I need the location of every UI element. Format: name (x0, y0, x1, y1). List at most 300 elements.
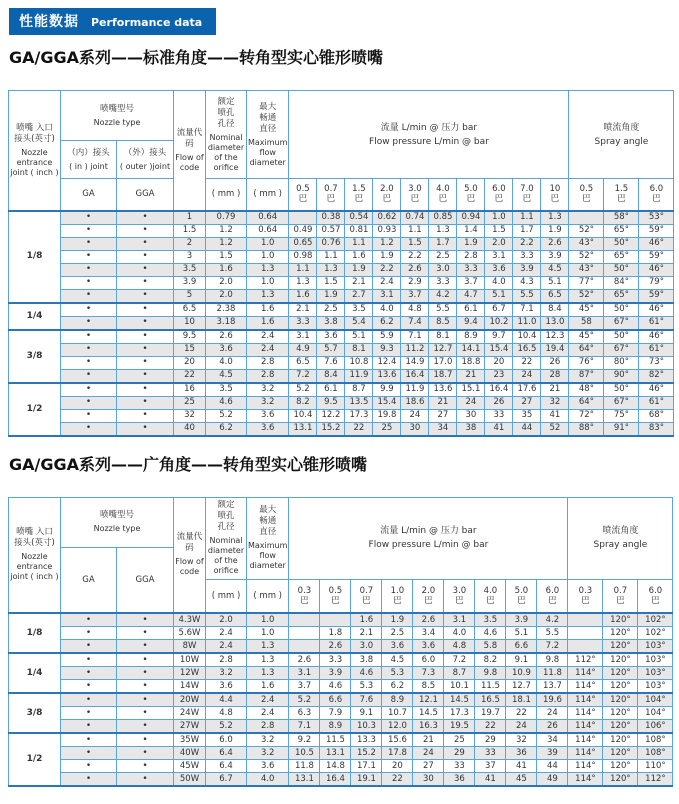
spray-angle-cell (568, 640, 603, 654)
spray-angle-cell: 120° (603, 627, 638, 640)
flow-value-cell: 11.9 (401, 383, 429, 397)
table-row (9, 693, 673, 707)
flow-value-cell: 22 (345, 422, 373, 436)
flow-value-cell: 20 (485, 356, 513, 369)
pressure-header (537, 579, 568, 613)
flow-code-cell: 45W (174, 760, 206, 773)
flow-value-cell: 2.5 (382, 627, 413, 640)
flow-value-cell: 30 (457, 409, 485, 422)
label-en: Nominal diameter of the orifice (207, 132, 245, 172)
table-row (9, 356, 674, 369)
gga-available-bullet: • (117, 237, 174, 250)
max-flow-diameter-cell: 1.0 (247, 613, 289, 627)
pressure-unit: 巴 (455, 595, 464, 606)
pressure-unit: 巴 (652, 194, 661, 205)
flow-value-cell: 8.2 (475, 653, 506, 667)
table-row (9, 680, 673, 694)
gga-available-bullet: • (117, 316, 174, 330)
spray-angle-cell: 84° (604, 276, 639, 289)
flow-value-cell: 34 (537, 733, 568, 747)
label-zh: 额定 (217, 96, 235, 107)
max-flow-diameter-cell: 0.64 (247, 224, 289, 237)
performance-data-badge (9, 8, 216, 35)
spray-angle-cell: 50° (604, 237, 639, 250)
flow-value-cell: 35 (513, 409, 541, 422)
flow-code-cell: 20W (174, 693, 206, 707)
standard-angle-table (8, 90, 674, 437)
flow-code-cell: 1 (174, 211, 206, 225)
label-en: Nozzle entrance joint ( inch ) (10, 147, 59, 177)
flow-value-cell: 1.9 (345, 263, 373, 276)
flow-value-cell: 5.1 (485, 289, 513, 303)
table-row (9, 211, 674, 225)
flow-value-cell: 4.0 (373, 303, 401, 317)
label-zh: （内）接头 (67, 147, 110, 158)
gga-available-bullet: • (117, 409, 174, 422)
spray-angle-cell: 46° (639, 383, 674, 397)
max-flow-diameter-cell: 3.2 (247, 396, 289, 409)
flow-value-cell: 6.0 (413, 653, 444, 667)
flow-value-cell: 13.3 (351, 733, 382, 747)
flow-value-cell: 3.6 (382, 640, 413, 654)
flow-value-cell: 1.4 (457, 224, 485, 237)
pressure-unit: 巴 (410, 194, 420, 205)
flow-value-cell: 9.8 (475, 667, 506, 680)
flow-value-cell: 3.1 (485, 250, 513, 263)
spray-angle-cell: 114° (568, 680, 603, 694)
table-row (9, 720, 673, 734)
label-zh: 流量 L/min @ 压力 bar (380, 122, 478, 133)
badge-title-en: Performance data (91, 16, 203, 29)
table-row (9, 627, 673, 640)
flow-value-cell: 33 (475, 747, 506, 760)
pressure-value: 4.0 (483, 585, 498, 596)
flow-value-cell: 3.6 (413, 640, 444, 654)
spray-angle-cell: 68° (639, 409, 674, 422)
nominal-diameter-cell: 4.8 (206, 707, 247, 720)
label-zh: 最大 (259, 505, 277, 515)
max-flow-diameter-cell: 2.4 (247, 693, 289, 707)
flow-value-cell: 3.7 (457, 276, 485, 289)
flow-value-cell: 1.5 (401, 237, 429, 250)
spray-angle-cell: 90° (604, 369, 639, 383)
flow-value-cell: 3.3 (429, 276, 457, 289)
gga-available-bullet: • (117, 250, 174, 263)
col-header-entrance-joint (9, 497, 61, 613)
flow-value-cell: 38 (457, 422, 485, 436)
col-header-ga: GA (61, 547, 117, 613)
pressure-value: 10 (549, 184, 561, 195)
flow-value-cell: 1.2 (373, 237, 401, 250)
flow-value-cell: 3.3 (457, 263, 485, 276)
spray-angle-cell (568, 613, 603, 627)
spray-angle-cell: 59° (639, 289, 674, 303)
ga-available-bullet: • (61, 627, 117, 640)
spray-angle-cell: 79° (639, 276, 674, 289)
spray-angle-cell: 61° (639, 316, 674, 330)
flow-value-cell: 1.6 (289, 289, 317, 303)
ga-available-bullet: • (61, 356, 117, 369)
spray-angle-cell: 114° (568, 773, 603, 787)
spray-angle-cell: 120° (603, 760, 638, 773)
flow-value-cell: 7.6 (317, 356, 345, 369)
flow-value-cell: 11.8 (289, 760, 320, 773)
flow-value-cell: 24 (413, 747, 444, 760)
spray-angle-cell: 114° (568, 707, 603, 720)
pressure-unit: 巴 (466, 194, 476, 205)
flow-value-cell: 41 (506, 760, 537, 773)
flow-value-cell: 13.0 (541, 316, 569, 330)
flow-value-cell: 10.2 (485, 316, 513, 330)
pressure-value: 2.0 (421, 585, 436, 596)
ga-available-bullet: • (61, 409, 117, 422)
flow-value-cell: 22 (475, 720, 506, 734)
label-zh: 流量代码 (176, 127, 203, 149)
flow-value-cell: 3.1 (444, 613, 475, 627)
flow-value-cell: 1.1 (513, 211, 541, 225)
flow-code-cell: 8W (174, 640, 206, 654)
flow-code-cell: 27W (174, 720, 206, 734)
pressure-header (317, 179, 345, 211)
flow-value-cell: 2.2 (401, 250, 429, 263)
flow-value-cell: 10.7 (382, 707, 413, 720)
flow-value-cell (320, 613, 351, 627)
spray-angle-cell: 61° (639, 396, 674, 409)
pressure-value: 0.5 (579, 184, 594, 195)
flow-value-cell: 15.2 (351, 747, 382, 760)
spray-angle-cell: 76° (569, 356, 604, 369)
nominal-diameter-cell: 2.0 (206, 289, 247, 303)
pressure-unit: 巴 (326, 194, 336, 205)
flow-value-cell: 34 (429, 422, 457, 436)
spray-angle-cell: 120° (603, 640, 638, 654)
badge-title-zh: 性能数据 (19, 14, 79, 30)
flow-value-cell: 26 (537, 720, 568, 734)
pressure-value: 0.7 (359, 585, 374, 596)
flow-value-cell: 11.9 (345, 369, 373, 383)
col-header-spray-angle (568, 497, 673, 579)
pressure-header (373, 179, 401, 211)
flow-value-cell: 3.3 (289, 316, 317, 330)
flow-value-cell: 1.0 (485, 211, 513, 225)
spray-angle-cell: 58 (569, 316, 604, 330)
pressure-header (320, 579, 351, 613)
flow-value-cell: 14.5 (413, 707, 444, 720)
header-row (9, 497, 673, 547)
max-flow-diameter-cell: 2.8 (247, 369, 289, 383)
flow-value-cell: 44 (537, 760, 568, 773)
ga-available-bullet: • (61, 330, 117, 344)
flow-value-cell: 6.1 (457, 303, 485, 317)
spray-angle-cell: 52° (569, 224, 604, 237)
flow-value-cell: 8.5 (413, 680, 444, 694)
spray-angle-cell: 53° (639, 211, 674, 225)
flow-value-cell: 3.5 (345, 303, 373, 317)
label-en: Nozzle type (93, 524, 141, 533)
ga-available-bullet: • (61, 211, 117, 225)
flow-value-cell: 2.6 (401, 263, 429, 276)
nominal-diameter-cell: 2.8 (206, 653, 247, 667)
spray-angle-cell: 120° (603, 667, 638, 680)
entrance-size-cell: 3/8 (9, 693, 61, 733)
max-flow-diameter-cell: 3.6 (247, 760, 289, 773)
pressure-unit: 巴 (494, 194, 504, 205)
spray-angle-cell: 114° (568, 693, 603, 707)
pressure-unit: 巴 (522, 194, 532, 205)
spray-angle-cell: 120° (603, 613, 638, 627)
max-flow-diameter-cell: 1.3 (247, 263, 289, 276)
pressure-value: 0.5 (328, 585, 343, 596)
ga-available-bullet: • (61, 224, 117, 237)
flow-code-cell: 10W (174, 653, 206, 667)
max-flow-diameter-cell: 3.2 (247, 733, 289, 747)
col-header-mm: ( mm ) (247, 579, 289, 613)
table-row (9, 396, 674, 409)
pressure-value: 2.0 (380, 184, 394, 195)
spray-angle-cell: 103° (638, 680, 673, 694)
nominal-diameter-cell: 6.4 (206, 747, 247, 760)
entrance-size-cell: 1/8 (9, 211, 61, 303)
max-flow-diameter-cell: 1.3 (247, 289, 289, 303)
pressure-value: 0.7 (613, 585, 628, 596)
flow-value-cell: 2.6 (413, 613, 444, 627)
spray-angle-cell: 73° (639, 356, 674, 369)
flow-value-cell: 10.4 (513, 330, 541, 344)
flow-code-cell: 20 (174, 356, 206, 369)
flow-value-cell: 49 (537, 773, 568, 787)
table-row (9, 330, 674, 344)
flow-value-cell: 3.1 (289, 330, 317, 344)
spray-angle-cell: 64° (569, 343, 604, 356)
flow-value-cell: 3.9 (506, 613, 537, 627)
flow-value-cell: 15.4 (485, 343, 513, 356)
flow-value-cell: 0.49 (289, 224, 317, 237)
flow-value-cell: 10.1 (444, 680, 475, 694)
table-row (9, 653, 673, 667)
flow-value-cell: 19.4 (541, 343, 569, 356)
flow-value-cell: 2.6 (289, 653, 320, 667)
flow-value-cell: 2.1 (289, 303, 317, 317)
flow-value-cell: 2.8 (457, 250, 485, 263)
flow-value-cell: 9.4 (457, 316, 485, 330)
flow-value-cell: 9.8 (537, 653, 568, 667)
flow-value-cell: 7.6 (351, 693, 382, 707)
spray-angle-cell: 46° (639, 330, 674, 344)
flow-value-cell: 13.6 (373, 369, 401, 383)
flow-value-cell: 1.9 (457, 237, 485, 250)
max-flow-diameter-cell: 3.2 (247, 747, 289, 760)
flow-value-cell: 3.3 (320, 653, 351, 667)
gga-available-bullet: • (117, 733, 174, 747)
spray-angle-cell: 114° (568, 760, 603, 773)
flow-value-cell: 41 (541, 409, 569, 422)
flow-value-cell: 17.1 (351, 760, 382, 773)
flow-value-cell: 8.9 (320, 720, 351, 734)
flow-value-cell: 14.5 (444, 693, 475, 707)
label-zh: 喷嘴型号 (99, 510, 134, 520)
flow-value-cell: 39 (537, 747, 568, 760)
col-header-nominal-diameter (206, 497, 247, 579)
spray-pressure-header (568, 579, 603, 613)
spray-angle-cell: 120° (603, 707, 638, 720)
flow-value-cell: 19.8 (373, 409, 401, 422)
max-flow-diameter-cell: 1.6 (247, 316, 289, 330)
flow-value-cell: 19.7 (475, 707, 506, 720)
flow-value-cell: 9.1 (351, 707, 382, 720)
table-row (9, 303, 674, 317)
table-row (9, 733, 673, 747)
flow-value-cell: 12.1 (413, 693, 444, 707)
table-row (9, 316, 674, 330)
flow-value-cell: 22 (513, 356, 541, 369)
nominal-diameter-cell: 4.5 (206, 369, 247, 383)
pressure-header (485, 179, 513, 211)
flow-value-cell: 3.4 (413, 627, 444, 640)
spray-angle-cell: 103° (638, 653, 673, 667)
entrance-size-cell: 3/8 (9, 330, 61, 383)
nominal-diameter-cell: 2.0 (206, 276, 247, 289)
spray-angle-cell: 103° (638, 667, 673, 680)
label-zh: 接头(英寸) (14, 538, 55, 549)
flow-value-cell: 11.5 (475, 680, 506, 694)
gga-available-bullet: • (117, 680, 174, 694)
spray-angle-cell: 43° (569, 237, 604, 250)
spray-angle-cell: 52° (569, 250, 604, 263)
flow-value-cell: 30 (401, 422, 429, 436)
spray-angle-cell: 65° (604, 250, 639, 263)
flow-code-cell: 2 (174, 237, 206, 250)
spray-angle-cell: 67° (604, 343, 639, 356)
flow-value-cell: 0.38 (317, 211, 345, 225)
flow-code-cell: 24W (174, 707, 206, 720)
pressure-unit: 巴 (486, 595, 495, 606)
flow-value-cell: 20 (382, 760, 413, 773)
flow-code-cell: 6.5 (174, 303, 206, 317)
flow-value-cell: 5.9 (373, 330, 401, 344)
flow-value-cell: 12.4 (373, 356, 401, 369)
label-zh: 喷流角度 (603, 122, 640, 133)
pressure-header (413, 579, 444, 613)
wide-angle-table-title: GA/GGA系列——广角度——转角型实心锥形喷嘴 (9, 454, 368, 474)
pressure-header (289, 579, 320, 613)
nominal-diameter-cell: 6.4 (206, 760, 247, 773)
flow-value-cell: 3.7 (401, 289, 429, 303)
label-zh: 喷流角度 (602, 526, 639, 536)
spray-angle-cell: 114° (568, 667, 603, 680)
spray-pressure-header (638, 579, 673, 613)
gga-available-bullet: • (117, 707, 174, 720)
nominal-diameter-cell: 1.6 (206, 263, 247, 276)
spray-angle-cell: 102° (638, 627, 673, 640)
spray-angle-cell: 72° (569, 409, 604, 422)
pressure-unit: 巴 (617, 194, 626, 205)
flow-value-cell: 2.5 (429, 250, 457, 263)
flow-code-cell: 15 (174, 343, 206, 356)
gga-available-bullet: • (117, 211, 174, 225)
pressure-value: 1.5 (614, 184, 629, 195)
flow-value-cell: 25 (444, 733, 475, 747)
table-row (9, 667, 673, 680)
gga-available-bullet: • (117, 613, 174, 627)
flow-value-cell: 8.4 (317, 369, 345, 383)
flow-value-cell: 6.7 (485, 303, 513, 317)
ga-available-bullet: • (61, 303, 117, 317)
flow-value-cell: 2.0 (485, 237, 513, 250)
flow-value-cell: 15.6 (382, 733, 413, 747)
flow-value-cell: 21 (413, 733, 444, 747)
max-flow-diameter-cell: 1.3 (247, 667, 289, 680)
flow-code-cell: 22 (174, 369, 206, 383)
spray-angle-cell: 64° (569, 396, 604, 409)
col-header-mm: ( mm ) (247, 179, 289, 211)
flow-value-cell: 8.1 (345, 343, 373, 356)
flow-value-cell: 6.3 (289, 707, 320, 720)
col-header-gga: GGA (117, 547, 174, 613)
flow-value-cell: 27 (413, 760, 444, 773)
flow-value-cell: 22 (382, 773, 413, 787)
spray-angle-cell: 114° (568, 733, 603, 747)
max-flow-diameter-cell: 4.0 (247, 773, 289, 787)
flow-value-cell: 13.6 (429, 383, 457, 397)
spray-angle-cell: 104° (638, 693, 673, 707)
flow-value-cell: 2.6 (541, 237, 569, 250)
flow-value-cell: 3.6 (317, 330, 345, 344)
ga-available-bullet: • (61, 613, 117, 627)
ga-available-bullet: • (61, 707, 117, 720)
spray-angle-cell: 46° (639, 263, 674, 276)
pressure-header (382, 579, 413, 613)
max-flow-diameter-cell: 2.4 (247, 343, 289, 356)
label-en: Maximum flow diameter (248, 137, 288, 167)
pressure-unit: 巴 (298, 194, 308, 205)
col-header-mm: ( mm ) (206, 179, 247, 211)
spray-angle-cell: 65° (604, 224, 639, 237)
max-flow-diameter-cell: 1.0 (247, 250, 289, 263)
col-header-flow-pressure (289, 91, 569, 179)
gga-available-bullet: • (117, 383, 174, 397)
label-zh: 喷嘴 入口 (16, 527, 53, 538)
flow-value-cell: 9.5 (317, 396, 345, 409)
max-flow-diameter-cell: 2.8 (247, 720, 289, 734)
flow-value-cell: 2.1 (345, 276, 373, 289)
flow-value-cell: 5.1 (506, 627, 537, 640)
nominal-diameter-cell: 3.18 (206, 316, 247, 330)
flow-value-cell: 4.8 (444, 640, 475, 654)
pressure-unit: 巴 (362, 595, 371, 606)
label-zh: 额定 (217, 500, 235, 510)
max-flow-diameter-cell: 1.6 (247, 680, 289, 694)
flow-code-cell: 4.3W (174, 613, 206, 627)
flow-value-cell: 44 (513, 422, 541, 436)
table-row (9, 613, 673, 627)
flow-value-cell (289, 640, 320, 654)
flow-value-cell: 41 (485, 422, 513, 436)
flow-value-cell: 1.5 (485, 224, 513, 237)
gga-available-bullet: • (117, 369, 174, 383)
flow-value-cell: 19.6 (537, 693, 568, 707)
flow-code-cell: 3.9 (174, 276, 206, 289)
flow-value-cell: 33 (444, 760, 475, 773)
col-header-flow-pressure (289, 497, 568, 579)
flow-code-cell: 12W (174, 667, 206, 680)
nominal-diameter-cell: 6.0 (206, 733, 247, 747)
table-row (9, 707, 673, 720)
header-row (9, 179, 674, 211)
table-row (9, 369, 674, 383)
col-header-max-flow-diameter (247, 497, 289, 579)
flow-value-cell: 0.62 (373, 211, 401, 225)
gga-available-bullet: • (117, 330, 174, 344)
